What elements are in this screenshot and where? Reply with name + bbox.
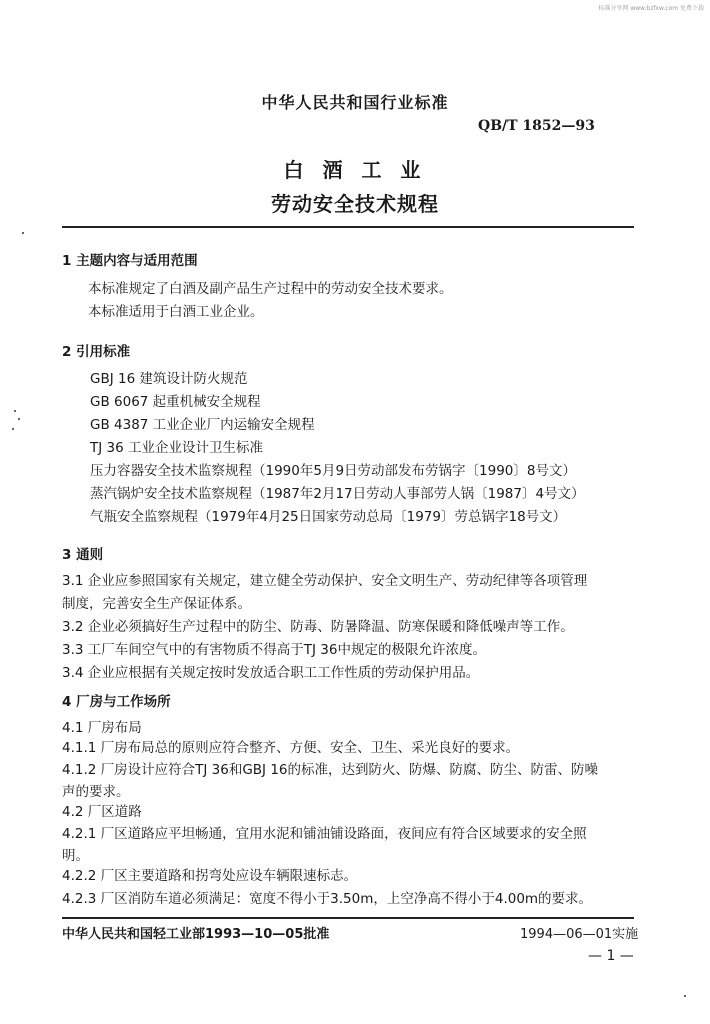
scan-speck	[684, 995, 686, 997]
reference-item: 气瓶安全监察规程（1979年4月25日国家劳动总局〔1979〕劳总锅字18号文）	[90, 509, 567, 525]
clause-text: 3.2 企业必须搞好生产过程中的防尘、防毒、防暑降温、防寒保暖和降低噪声等工作。	[62, 619, 574, 635]
clause-text: 制度，完善安全生产保证体系。	[62, 596, 251, 612]
section-heading: 1 主题内容与适用范围	[62, 253, 198, 269]
clause-text: 3.1 企业应参照国家有关规定，建立健全劳动保护、安全文明生产、劳动纪律等各项管理	[62, 573, 588, 589]
reference-item: GB 4387 工业企业厂内运输安全规程	[90, 417, 315, 433]
clause-text: 3.3 工厂车间空气中的有害物质不得高于TJ 36中规定的极限允许浓度。	[62, 642, 486, 658]
reference-item: 压力容器安全技术监察规程（1990年5月9日劳动部发布劳锅字〔1990〕8号文）	[90, 463, 576, 479]
paragraph: 本标准规定了白酒及副产品生产过程中的劳动安全技术要求。	[88, 281, 453, 297]
footer-rule	[62, 917, 634, 919]
clause-text: 4.1.2 厂房设计应符合TJ 36和GBJ 16的标准，达到防火、防爆、防腐、防尘、防雷、防噪	[62, 762, 599, 778]
issuing-org: 中华人民共和国行业标准	[261, 93, 449, 112]
clause-text: 4.1 厂房布局	[62, 720, 142, 736]
clause-text: 4.2 厂区道路	[62, 804, 142, 820]
reference-item: GB 6067 起重机械安全规程	[90, 394, 261, 410]
clause-text: 4.2.1 厂区道路应平坦畅通，宜用水泥和铺油铺设路面，夜间应有符合区域要求的安全照	[62, 826, 587, 842]
reference-item: GBJ 16 建筑设计防火规范	[90, 371, 248, 387]
reference-item: 蒸汽锅炉安全技术监察规程（1987年2月17日劳动人事部劳人锅〔1987〕4号文）	[90, 486, 585, 502]
standard-code: QB/T 1852—93	[478, 118, 595, 134]
clause-text: 4.2.2 厂区主要道路和拐弯处应设车辆限速标志。	[62, 868, 358, 884]
scan-speck	[14, 410, 16, 412]
section-heading: 3 通则	[62, 547, 104, 563]
paragraph: 本标准适用于白酒工业企业。	[88, 304, 264, 320]
header-rule	[62, 226, 634, 228]
scan-speck	[12, 428, 14, 430]
clause-text: 明。	[62, 848, 89, 864]
scan-speck	[18, 418, 20, 420]
watermark: 标准分享网 www.bzfxw.com 免费下载	[598, 5, 704, 12]
section-heading: 2 引用标准	[62, 344, 131, 360]
reference-item: TJ 36 工业企业设计卫生标准	[90, 440, 263, 456]
section-heading: 4 厂房与工作场所	[62, 694, 171, 710]
clause-text: 3.4 企业应根据有关规定按时发放适合职工工作性质的劳动保护用品。	[62, 665, 480, 681]
document-subtitle: 劳动安全技术规程	[271, 192, 439, 216]
scan-speck	[22, 232, 24, 234]
effective-date: 1994—06—01实施	[520, 927, 639, 942]
page-number: — 1 —	[588, 948, 634, 964]
clause-text: 4.2.3 厂区消防车道必须满足：宽度不得小于3.50m，上空净高不得小于4.00m的要求。	[62, 891, 593, 907]
clause-text: 声的要求。	[62, 784, 130, 800]
document-title: 白 酒 工 业	[283, 158, 427, 182]
clause-text: 4.1.1 厂房布局总的原则应符合整齐、方便、安全、卫生、采光良好的要求。	[62, 740, 520, 756]
approval-line: 中华人民共和国轻工业部1993—10—05批准	[62, 927, 330, 942]
